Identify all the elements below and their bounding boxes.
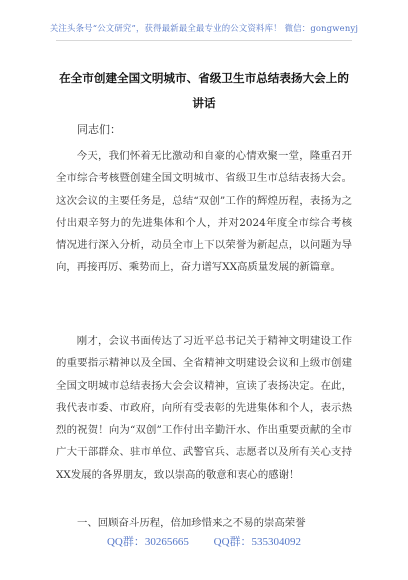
qq-group-1: QQ群：30265665 [106, 536, 189, 548]
body-paragraph: 今天，我们怀着无比激动和自豪的心情欢聚一堂，隆重召开全市综合考核暨创建全国文明城市、省级卫生市总结表扬大会。这次会议的主要任务是，总结“双创”工作的辉煌历程，表扬为之付出艰辛努力的先进集体和个人，并对2024年度全市综合考核情况进行深入分析，动员全市上下以荣誉为新起点，以问题为导向，再接再厉、乘势而上，奋力谱写XX高质量发展的新篇章。 [56, 150, 352, 274]
body-paragraph: 刚才，会议书面传达了习近平总书记关于精神文明建设工作的重要指示精神以及全国、全省精神文明建设会议和上级市创建全国文明城市总结表扬大会会议精神，宣读了表扬决定。在此，我代表市委、市政府，向所有受表彰的先进集体和个人，表示热烈的祝贺！向为“双创”工作付出辛勤汗水、作出重要贡献的全市广大干部群众、驻市单位、武警官兵、志愿者以及所有关心支持XX发展的各界朋友，致以崇高的敬意和衷心的感谢！ [56, 335, 352, 481]
header-banner: 关注头条号“公文研究”，获得最新最全最专业的公文资料库！ 微信：gongwenyj [49, 23, 359, 33]
section-heading: 一、回顾奋斗历程，倍加珍惜来之不易的崇高荣誉 [77, 517, 306, 529]
salutation: 同志们： [77, 123, 121, 136]
qq-group-2: QQ群：535304092 [213, 536, 302, 548]
document-title: 在全市创建全国文明城市、省级卫生市总结表扬大会上的讲话 [59, 71, 349, 110]
header-divider [56, 40, 352, 41]
footer-contact [0, 533, 408, 549]
